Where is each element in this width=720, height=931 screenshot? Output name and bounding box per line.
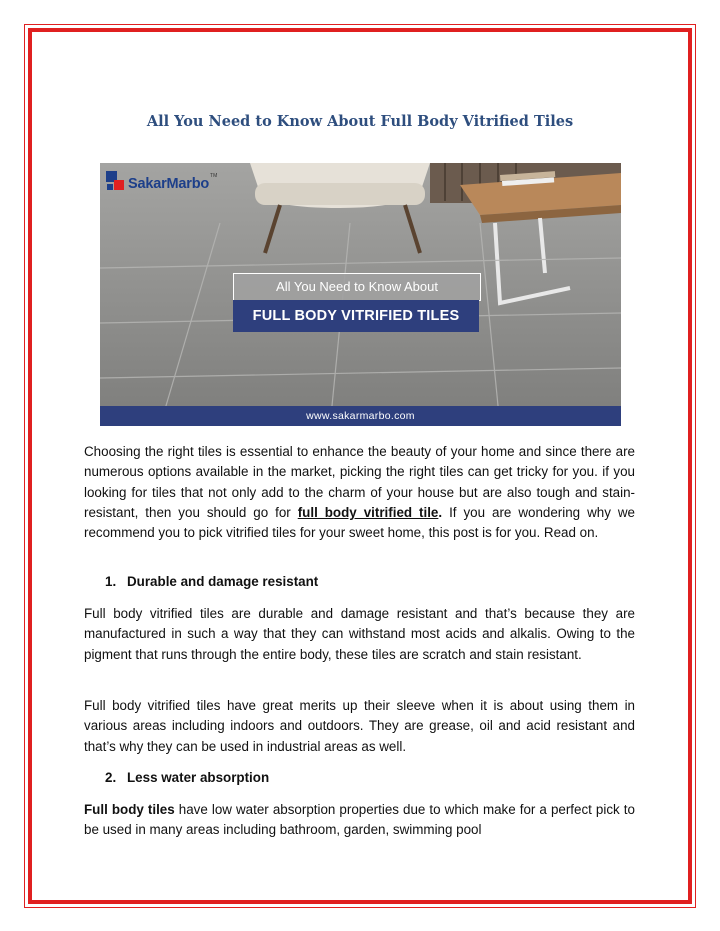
section-2-text: have low water absorption properties due to which make for a perfect pick to be used in many areas including bathroom, garden, swimming pool	[84, 802, 635, 838]
full-body-vitrified-tile-link[interactable]: full body vitrified tile	[297, 504, 439, 520]
logo-text: SakarMarbo	[128, 176, 210, 192]
section-2-paragraph	[84, 800, 635, 841]
intro-text-2: If you are wondering why we recommend you to pick vitrified tiles for your sweet home, this post is for you. Read on.	[84, 504, 635, 541]
section-2-bold-lead: Full body tiles	[84, 802, 175, 817]
section-1-paragraph-2: Full body vitrified tiles have great merits up their sleeve when it is about using them in various areas including indoors and outdoors. They are grease, oil and acid resistant and that’s why they can be used in industrial areas as well.	[84, 698, 635, 754]
hero-url: www.sakarmarbo.com	[100, 406, 621, 426]
section-title-1: Durable and damage resistant	[127, 574, 319, 589]
section-1-paragraph-1: Full body vitrified tiles are durable and damage resistant and that’s because they are manufactured in such a way that they can withstand most acids and alkalis. Owing to the pigment that runs through the entire body, these tiles are scratch and stain resistant.	[84, 606, 635, 662]
section-number-1: 1.	[105, 574, 117, 589]
intro-period: .	[438, 504, 443, 520]
intro-text-1: Choosing the right tiles is essential to enhance the beauty of your home and since there are numerous options available in the market, picking the right tiles can get tricky for you. if you looking for tiles that not only add to the charm of your house but are also tough and stain-resistant, then you should go for	[84, 444, 635, 520]
intro-paragraph	[84, 442, 635, 543]
section-heading-2	[105, 770, 269, 785]
document-title: All You Need to Know About Full Body Vitrified Tiles	[146, 113, 574, 130]
hero-caption-top: All You Need to Know About	[233, 273, 481, 301]
section-heading-1	[105, 574, 318, 589]
logo-squares-icon	[106, 171, 126, 197]
hero-caption-main: FULL BODY VITRIFIED TILES	[233, 300, 479, 332]
logo-trademark: TM	[210, 173, 218, 179]
hero-image	[100, 163, 621, 426]
brand-logo	[106, 171, 217, 197]
section-number-2: 2.	[105, 770, 117, 785]
section-title-2: Less water absorption	[127, 770, 270, 785]
